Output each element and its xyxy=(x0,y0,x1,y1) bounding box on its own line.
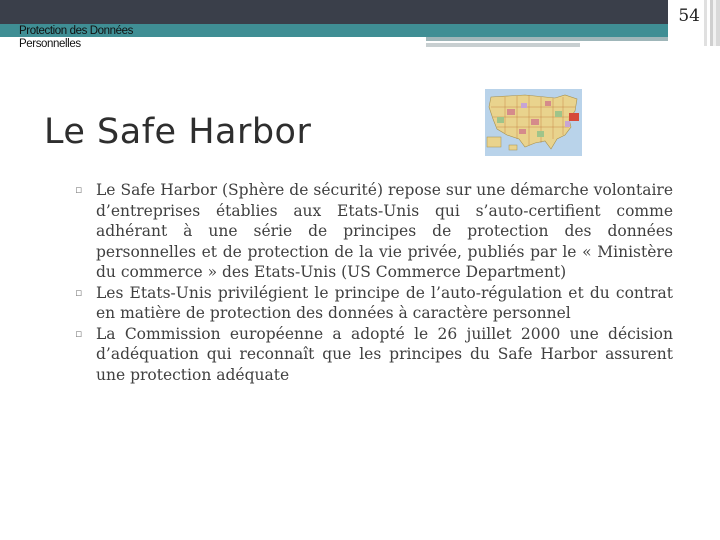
bullet-text-2: Les Etats-Unis privilégient le principe de l’auto-régulation et du contrat en matière de protection des données à caractère personnel xyxy=(96,283,673,322)
bullet-marker-icon: ▫ xyxy=(75,183,83,196)
bullet-text-1: Le Safe Harbor (Sphère de sécurité) repose sur une démarche volontaire d’entreprises établies aux Etats-Unis qui s’auto-certifient comme adhérant à une série de principes de protection des données personnelles et de protection de la vie privée, publiés par le « Ministère du commerce » des Etats-Unis (US Commerce Department) xyxy=(96,181,673,281)
slide-body xyxy=(75,180,673,385)
usa-map-graphic xyxy=(485,89,582,156)
page-number: 54 xyxy=(678,6,700,26)
bullet-item-1 xyxy=(75,180,673,283)
slide-title: Le Safe Harbor xyxy=(44,112,312,152)
slide-edge-decoration xyxy=(704,0,720,46)
bullet-text-3: La Commission européenne a adopté le 26 juillet 2000 une décision d’adéquation qui reconnaît que les principes du Safe Harbor assurent une protection adéquate xyxy=(96,324,673,384)
header-line-2: Personnelles xyxy=(19,38,81,50)
header-section-label xyxy=(19,25,219,51)
header-accent-line-gray xyxy=(426,43,580,47)
header-line-1: Protection des Données xyxy=(19,25,133,37)
bullet-marker-icon: ▫ xyxy=(75,285,83,299)
usa-map-image xyxy=(485,89,582,156)
bullet-item-3 xyxy=(75,324,673,386)
header-accent-line xyxy=(426,37,668,41)
bullet-item-2 xyxy=(75,283,673,324)
top-dark-bar xyxy=(0,0,720,24)
bullet-marker-icon: ▫ xyxy=(75,326,83,340)
